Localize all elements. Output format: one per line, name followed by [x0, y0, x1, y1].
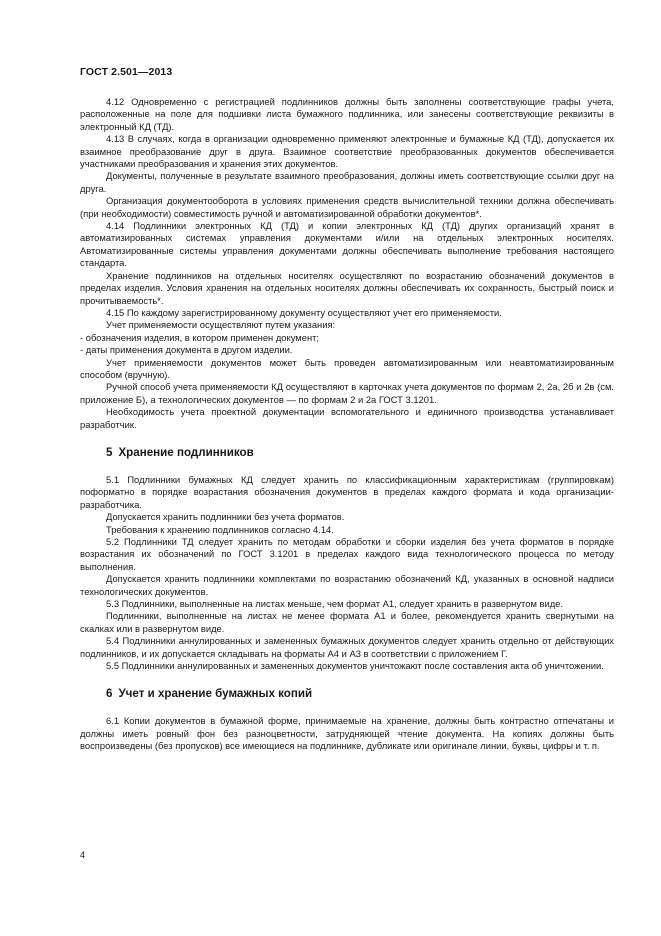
- paragraph: Требования к хранению подлинников согласно 4.14.: [106, 523, 334, 535]
- paragraph: Документы, полученные в результате взаимного преобразования, должны иметь соответствующие ссылки друг на друга.: [80, 170, 614, 194]
- section-number: 6: [106, 687, 113, 701]
- section-heading-5: [106, 445, 614, 461]
- paragraph: Учет применяемости документов может быть проведен автоматизированным или неавтоматизированным способом (вручную).: [80, 356, 614, 380]
- paragraph: Ручной способ учета применяемости КД осуществляют в карточках учета документов по формам 2, 2а, 2б и 2в (см. приложение Б), а технологических документов — по формам 2 и 2а ГОСТ 3.1201.: [80, 381, 614, 405]
- section-title: Учет и хранение бумажных копий: [118, 687, 313, 701]
- paragraph-4-12: 4.12 Одновременно с регистрацией подлинников должны быть заполнены соответствующие графы учета, расположенные на поле для подшивки листа бумажного подлинника, или занесены соответствующие реквизиты в электронный КД (ТД).: [80, 96, 614, 132]
- paragraph-4-15: 4.15 По каждому зарегистрированному документу осуществляют учет его применяемости.: [106, 306, 502, 318]
- paragraph-5-5: 5.5 Подлинники аннулированных и замененных документов уничтожают после составления акта об уничтожении.: [106, 660, 604, 672]
- list-item: - обозначения изделия, в котором применен документ;: [80, 331, 320, 343]
- paragraph-6-1: 6.1 Копии документов в бумажной форме, принимаемые на хранение, должны быть контрастно отпечатаны и должны иметь ровный фон без разноцветности, затрудняющей чтение документа. На копиях должны быть воспроизведены (без пропусков) все имеющиеся на подлиннике, дубликате или оригинале линии, буквы, цифры и т. п.: [80, 715, 614, 752]
- paragraph: Допускается хранить подлинники без учета форматов.: [106, 511, 345, 523]
- paragraph-5-2: 5.2 Подлинники ТД следует хранить по методам обработки и сборки изделия без учета форматов в порядке возрастания их обозначений по ГОСТ 3.1201 в пределах каждого вида технологического процесса по методу выполнения.: [80, 536, 614, 572]
- paragraph: Необходимость учета проектной документации вспомогательного и единичного производства устанавливает разработчик.: [80, 406, 614, 430]
- paragraph: Организация документооборота в условиях применения средств вычислительной техники должна обеспечивать (при необходимости) совместимость ручной и автоматизированной обработки документов*.: [80, 195, 614, 219]
- page-number: 4: [80, 850, 86, 860]
- section-heading-6: [106, 686, 614, 702]
- paragraph-4-14: 4.14 Подлинники электронных КД (ТД) и копии электронных КД (ТД) других организаций хранят в автоматизированных системах управления документами и/или на отдельных электронных носителях. Автоматизированные системы управления документами должны обеспечивать выполнение требования настоящего стандарта.: [80, 220, 614, 269]
- section-title: Хранение подлинников: [118, 445, 254, 459]
- paragraph: Подлинники, выполненные на листах не менее формата А1 и более, рекомендуется хранить свернутыми на скалках или в развернутом виде.: [80, 610, 614, 634]
- paragraph-5-4: 5.4 Подлинники аннулированных и замененных бумажных документов следует хранить отдельно от действующих подлинников, и их допускается складывать на форматы А4 и А3 в соответствии с приложением Г.: [80, 635, 614, 659]
- paragraph-5-3: 5.3 Подлинники, выполненные на листах меньше, чем формат А1, следует хранить в развернутом виде.: [106, 598, 564, 610]
- document-header: ГОСТ 2.501—2013: [80, 66, 173, 78]
- paragraph-4-13: 4.13 В случаях, когда в организации одновременно применяют электронные и бумажные КД (ТД), допускается их взаимное преобразование друг в друга. Взаимное соответствие преобразованных документов обеспечивается участниками преобразования и хранения этих документов.: [80, 133, 614, 170]
- paragraph: Учет применяемости осуществляют путем указания:: [106, 319, 336, 331]
- paragraph: Хранение подлинников на отдельных носителях осуществляют по возрастанию обозначений документов в пределах изделия. Условия хранения на отдельных носителях должны обеспечивать их сохранность, быстрый поиск и прочитываемость*.: [80, 269, 614, 306]
- list-item: - даты применения документа в другом изделии.: [80, 344, 293, 356]
- paragraph: Допускается хранить подлинники комплектами по возрастанию обозначений КД, указанных в основной надписи технологических документов.: [80, 573, 614, 597]
- paragraph-5-1: 5.1 Подлинники бумажных КД следует хранить по классификационным характеристикам (группировкам) поформатно в порядке возрастания обозначения документов в пределах каждого формата и кода организации-разработчика.: [80, 473, 614, 510]
- section-number: 5: [106, 445, 113, 459]
- page-body: [80, 96, 614, 753]
